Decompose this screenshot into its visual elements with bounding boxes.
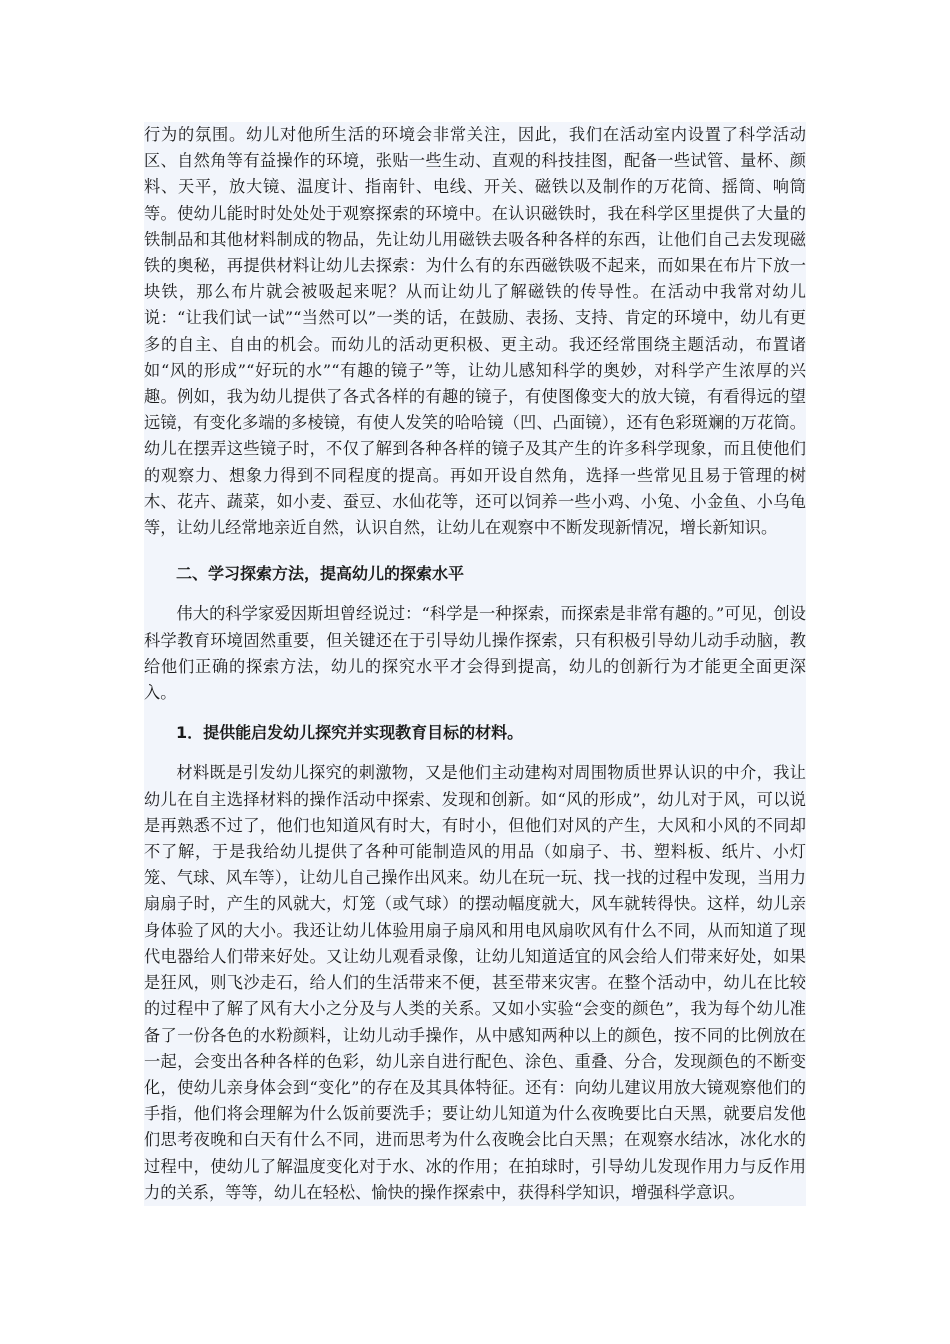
subsection-heading-1: 1．提供能启发幼儿探究并实现教育目标的材料。 <box>176 723 524 743</box>
document-body <box>144 122 806 1206</box>
paragraph-materials: 材料既是引发幼儿探究的刺激物，又是他们主动建构对周围物质世界认识的中介，我让幼儿在自主选择材料的操作活动中探索、发现和创新。如“风的形成”，幼儿对于风，可以说是再熟悉不过了，他们也知道风有时大，有时小，但他们对风的产生，大风和小风的不同却不了解，于是我给幼儿提供了各种可能制造风的用品（如扇子、书、塑料板、纸片、小灯笼、气球、风车等），让幼儿自己操作出风来。幼儿在玩一玩、找一找的过程中发现，当用力扇扇子时，产生的风就大，灯笼（或气球）的摆动幅度就大，风车就转得快。这样，幼儿亲身体验了风的大小。我还让幼儿体验用扇子扇风和用电风扇吹风有什么不同，从而知道了现代电器给人们带来好处。又让幼儿观看录像，让幼儿知道适宜的风会给人们带来好处，如果是狂风，则飞沙走石，给人们的生活带来不便，甚至带来灾害。在整个活动中，幼儿在比较的过程中了解了风有大小之分及与人类的关系。又如小实验“会变的颜色”，我为每个幼儿准备了一份各色的水粉颜料，让幼儿动手操作，从中感知两种以上的颜色，按不同的比例放在一起，会变出各种各样的色彩，幼儿亲自进行配色、涂色、重叠、分合，发现颜色的不断变化，使幼儿亲身体会到“变化”的存在及其具体特征。还有：向幼儿建议用放大镜观察他们的手指，他们将会理解为什么饭前要洗手；要让幼儿知道为什么夜晚要比白天黑，就要启发他们思考夜晚和白天有什么不同，进而思考为什么夜晚会比白天黑；在观察水结冰，冰化水的过程中，使幼儿了解温度变化对于水、冰的作用；在拍球时，引导幼儿发现作用力与反作用力的关系，等等，幼儿在轻松、愉快的操作探索中，获得科学知识，增强科学意识。 <box>144 763 806 1202</box>
paragraph-environment: 行为的氛围。幼儿对他所生活的环境会非常关注，因此，我们在活动室内设置了科学活动区、自然角等有益操作的环境，张贴一些生动、直观的科技挂图，配备一些试管、量杯、颜料、天平，放大镜、温度计、指南针、电线、开关、磁铁以及制作的万花筒、摇筒、响筒等。使幼儿能时时处处处于观察探索的环境中。在认识磁铁时，我在科学区里提供了大量的铁制品和其他材料制成的物品，先让幼儿用磁铁去吸各种各样的东西，让他们自己去发现磁铁的奥秘，再提供材料让幼儿去探索：为什么有的东西磁铁吸不起来，而如果在布片下放一块铁，那么布片就会被吸起来呢？从而让幼儿了解磁铁的传导性。在活动中我常对幼儿说：“让我们试一试”“当然可以”一类的话，在鼓励、表扬、支持、肯定的环境中，幼儿有更多的自主、自由的机会。而幼儿的活动更积极、更主动。我还经常围绕主题活动，布置诸如“风的形成”“好玩的水”“有趣的镜子”等，让幼儿感知科学的奥妙，对科学产生浓厚的兴趣。例如，我为幼儿提供了各式各样的有趣的镜子，有使图像变大的放大镜，有看得远的望远镜，有变化多端的多棱镜，有使人发笑的哈哈镜（凹、凸面镜），还有色彩斑斓的万花筒。幼儿在摆弄这些镜子时，不仅了解到各种各样的镜子及其产生的许多科学现象，而且使他们的观察力、想象力得到不同程度的提高。再如开设自然角，选择一些常见且易于管理的树木、花卉、蔬菜，如小麦、蚕豆、水仙花等，还可以饲养一些小鸡、小兔、小金鱼、小乌龟等，让幼儿经常地亲近自然，认识自然，让幼儿在观察中不断发现新情况，增长新知识。 <box>144 125 806 538</box>
paragraph-einstein-quote: 伟大的科学家爱因斯坦曾经说过：“科学是一种探索，而探索是非常有趣的。”可见，创设科学教育环境固然重要，但关键还在于引导幼儿操作探索，只有积极引导幼儿动手动脑，教给他们正确的探索方法，幼儿的探究水平才会得到提高，幼儿的创新行为才能更全面更深入。 <box>144 604 806 703</box>
section-heading-2: 二、学习探索方法，提高幼儿的探索水平 <box>176 564 465 584</box>
